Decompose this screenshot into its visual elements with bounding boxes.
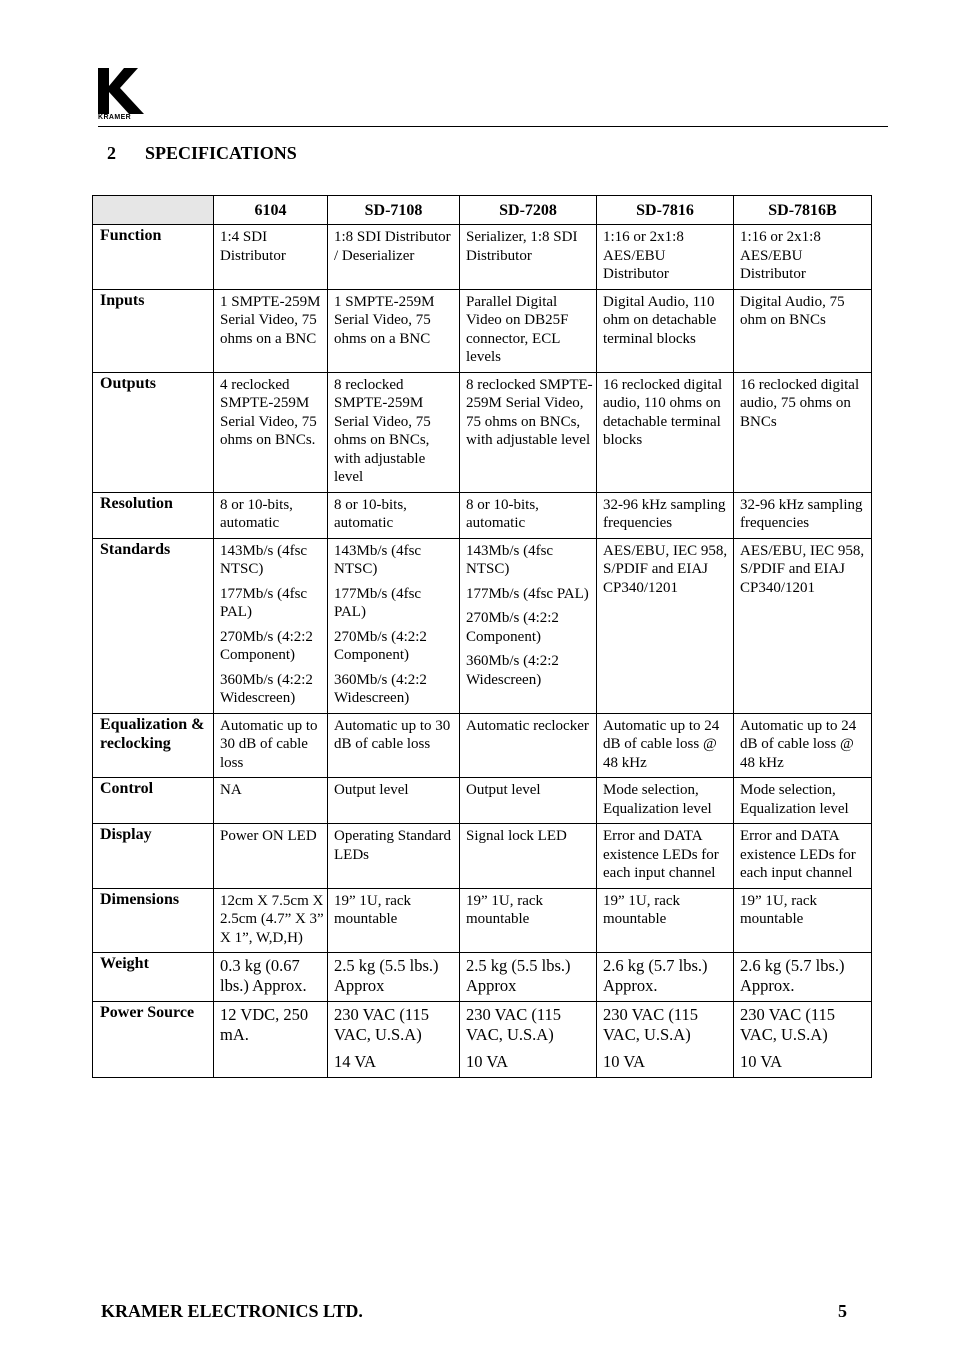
cell-text: 270Mb/s (4:2:2 Component) [334,628,427,663]
table-cell [328,713,460,778]
cell-text: 10 VA [603,1052,646,1071]
cell-text: Automatic up to 24 dB of cable loss @ 48 kHz [603,717,720,771]
cell-text: 2.5 kg (5.5 lbs.) Approx [466,956,571,995]
table-cell [597,372,734,492]
table-cell [734,538,872,713]
table-cell [597,888,734,953]
cell-text: 230 VAC (115 VAC, U.S.A) [334,1005,430,1044]
cell-text: 16 reclocked digital audio, 110 ohms on detachable terminal blocks [603,376,723,448]
table-cell [597,538,734,713]
table-cell [460,538,597,713]
table-cell [460,888,597,953]
table-cell [214,888,328,953]
table-cell [734,1002,872,1078]
table-cell [597,1002,734,1078]
cell-text: 143Mb/s (4fsc NTSC) [220,542,308,577]
cell-text: 8 reclocked SMPTE-259M Serial Video, 75 ohms on BNCs, with adjustable level [334,376,431,485]
table-cell [460,824,597,889]
cell-text: Serializer, 1:8 SDI Distributor [466,229,578,264]
table-cell [328,953,460,1002]
table-row [93,713,872,778]
section-number: 2 [107,143,116,163]
row-label: Control [93,778,214,824]
table-cell [214,713,328,778]
cell-text: 1:8 SDI Distributor / Deserializer [334,229,451,264]
column-header: SD-7816 [597,196,734,225]
table-cell [460,953,597,1002]
table-cell [734,824,872,889]
cell-text: 1 SMPTE-259M Serial Video, 75 ohms on a BNC [334,293,435,347]
cell-text: 16 reclocked digital audio, 75 ohms on BNCs [740,376,860,430]
table-row [93,492,872,538]
table-cell [597,492,734,538]
cell-text: 177Mb/s (4fsc PAL) [466,585,589,602]
cell-text: Output level [334,782,409,798]
cell-text: 1:4 SDI Distributor [220,229,286,264]
table-cell [328,1002,460,1078]
table-cell [460,492,597,538]
cell-text: 1:16 or 2x1:8 AES/EBU Distributor [603,229,684,282]
table-cell [328,778,460,824]
cell-text: 177Mb/s (4fsc PAL) [334,585,422,620]
table-cell [214,778,328,824]
table-cell [328,888,460,953]
table-body [93,225,872,1078]
cell-text: Parallel Digital Video on DB25F connector, ECL levels [466,293,569,365]
cell-text: Operating Standard LEDs [334,828,452,863]
table-cell [214,372,328,492]
table-row [93,1002,872,1078]
kramer-k-mark-icon [98,68,150,114]
cell-text: 270Mb/s (4:2:2 Component) [220,628,313,663]
row-label: Power Source [93,1002,214,1078]
column-header: 6104 [214,196,328,225]
cell-text: 2.6 kg (5.7 lbs.) Approx. [740,956,845,995]
cell-text: 360Mb/s (4:2:2 Widescreen) [334,671,427,706]
header-corner-cell [93,196,214,225]
cell-text: 360Mb/s (4:2:2 Widescreen) [466,653,559,688]
cell-text: 270Mb/s (4:2:2 Component) [466,610,559,645]
table-cell [597,713,734,778]
table-row [93,953,872,1002]
table-cell [328,492,460,538]
table-row [93,289,872,372]
table-cell [734,372,872,492]
cell-text: 10 VA [466,1052,509,1071]
cell-text: 4 reclocked SMPTE-259M Serial Video, 75 ohms on BNCs. [220,376,317,448]
cell-text: 1:16 or 2x1:8 AES/EBU Distributor [740,229,821,282]
table-cell [597,289,734,372]
table-row [93,888,872,953]
table-cell [597,953,734,1002]
cell-text: 8 or 10-bits, automatic [466,496,539,531]
cell-text: Mode selection, Equalization level [740,782,849,817]
cell-text: 2.6 kg (5.7 lbs.) Approx. [603,956,708,995]
row-label: Standards [93,538,214,713]
cell-text: Automatic up to 30 dB of cable loss [334,717,451,752]
table-cell [460,372,597,492]
table-cell [328,225,460,290]
cell-text: 8 reclocked SMPTE-259M Serial Video, 75 ohms on BNCs, with adjustable level [466,376,593,448]
cell-text: NA [220,782,242,798]
cell-text: Automatic up to 30 dB of cable loss [220,717,318,771]
cell-text: 360Mb/s (4:2:2 Widescreen) [220,671,313,706]
cell-text: 1 SMPTE-259M Serial Video, 75 ohms on a BNC [220,293,321,347]
cell-text: Mode selection, Equalization level [603,782,712,817]
section-heading [107,143,297,164]
cell-text: 230 VAC (115 VAC, U.S.A) [603,1005,699,1044]
cell-text: Digital Audio, 110 ohm on detachable terminal blocks [603,293,717,347]
logo-wordmark: KRAMER [98,114,132,121]
cell-text: 32-96 kHz sampling frequencies [740,496,863,531]
cell-text: Automatic reclocker [466,717,589,734]
cell-text: 19” 1U, rack mountable [466,892,544,927]
cell-text: Error and DATA existence LEDs for each input channel [740,828,856,881]
table-cell [214,225,328,290]
table-cell [734,225,872,290]
cell-text: Automatic up to 24 dB of cable loss @ 48 kHz [740,717,857,771]
table-cell [734,492,872,538]
table-cell [214,289,328,372]
cell-text: 8 or 10-bits, automatic [334,496,407,531]
table-cell [734,953,872,1002]
cell-text: 14 VA [334,1052,377,1071]
cell-text: 2.5 kg (5.5 lbs.) Approx [334,956,439,995]
table-cell [597,824,734,889]
row-label: Dimensions [93,888,214,953]
footer-company: KRAMER ELECTRONICS LTD. [101,1301,363,1321]
row-label: Display [93,824,214,889]
cell-text: 0.3 kg (0.67 lbs.) Approx. [220,956,307,995]
cell-text: AES/EBU, IEC 958, S/PDIF and EIAJ CP340/1201 [603,542,728,596]
cell-text: Error and DATA existence LEDs for each input channel [603,828,719,881]
cell-text: 12 VDC, 250 mA. [220,1005,309,1044]
table-cell [328,824,460,889]
cell-text: 19” 1U, rack mountable [740,892,818,927]
row-label: Resolution [93,492,214,538]
cell-text: Digital Audio, 75 ohm on BNCs [740,293,845,328]
table-cell [597,778,734,824]
table-row [93,778,872,824]
cell-text: 19” 1U, rack mountable [603,892,681,927]
cell-text: 8 or 10-bits, automatic [220,496,293,531]
table-cell [328,289,460,372]
table-row [93,824,872,889]
table-cell [460,225,597,290]
table-cell [214,953,328,1002]
column-header: SD-7208 [460,196,597,225]
row-label: Weight [93,953,214,1002]
cell-text: 12cm X 7.5cm X 2.5cm (4.7” X 3” X 1”, W,D,H) [220,892,324,946]
header-rule [98,126,888,127]
cell-text: 32-96 kHz sampling frequencies [603,496,726,531]
table-header-row [93,196,872,225]
specifications-table [92,195,872,1078]
table-cell [328,538,460,713]
table-cell [460,1002,597,1078]
table-cell [460,778,597,824]
table-cell [460,713,597,778]
row-label: Equalization & reclocking [93,713,214,778]
cell-text: 143Mb/s (4fsc NTSC) [466,542,554,577]
table-cell [734,289,872,372]
table-cell [214,492,328,538]
table-cell [214,538,328,713]
cell-text: 10 VA [740,1052,783,1071]
row-label: Inputs [93,289,214,372]
cell-text: 143Mb/s (4fsc NTSC) [334,542,422,577]
table-cell [214,1002,328,1078]
table-row [93,372,872,492]
section-title: SPECIFICATIONS [145,143,297,163]
table-cell [734,778,872,824]
column-header: SD-7816B [734,196,872,225]
cell-text: 230 VAC (115 VAC, U.S.A) [740,1005,836,1044]
table-cell [734,713,872,778]
table-row [93,225,872,290]
table-row [93,538,872,713]
cell-text: 19” 1U, rack mountable [334,892,412,927]
column-header: SD-7108 [328,196,460,225]
row-label: Function [93,225,214,290]
table-cell [328,372,460,492]
table-cell [214,824,328,889]
table-cell [734,888,872,953]
cell-text: Power ON LED [220,828,317,844]
table-cell [597,225,734,290]
cell-text: Output level [466,782,541,798]
cell-text: AES/EBU, IEC 958, S/PDIF and EIAJ CP340/1201 [740,542,865,596]
footer-page-number: 5 [838,1301,847,1321]
cell-text: Signal lock LED [466,828,567,844]
row-label: Outputs [93,372,214,492]
table-cell [460,289,597,372]
cell-text: 230 VAC (115 VAC, U.S.A) [466,1005,562,1044]
cell-text: 177Mb/s (4fsc PAL) [220,585,308,620]
